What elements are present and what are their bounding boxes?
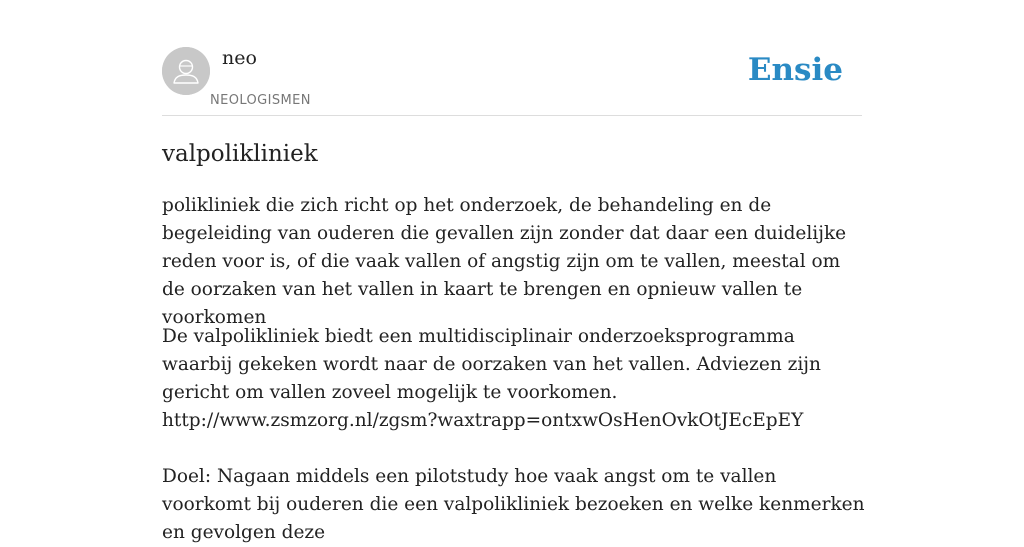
user-avatar-icon xyxy=(162,47,210,95)
example-text xyxy=(162,323,866,547)
category-label[interactable]: NEOLOGISMEN xyxy=(210,93,311,108)
example-paragraph-2: Doel: Nagaan middels een pilotstudy hoe vaak angst om te vallen voorkomt bij ouderen die een valpolikliniek bezoeken en welke kenmerken en gevolgen deze xyxy=(162,466,865,543)
definition-text: polikliniek die zich richt op het onderzoek, de behandeling en de begeleiding van ouderen die gevallen zijn zonder dat daar een duidelijke reden voor is, of die vaak vallen of angstig zijn om te vallen, meestal om de oorzaken van het vallen in kaart te brengen en opnieuw vallen te voorkomen xyxy=(162,195,847,328)
page xyxy=(162,0,865,543)
user-name[interactable]: neo xyxy=(222,47,257,69)
user-avatar[interactable] xyxy=(162,47,210,95)
entry-header xyxy=(162,0,862,116)
ensie-logo[interactable]: Ensie xyxy=(747,52,843,88)
example-paragraph: De valpolikliniek biedt een multidisciplinair onderzoeksprogramma waarbij gekeken wordt naar de oorzaken van het vallen. Adviezen zijn gericht om vallen zoveel mogelijk te voorkomen. xyxy=(162,326,821,403)
paragraph-spacer xyxy=(162,435,866,463)
example-source-url: http://www.zsmzorg.nl/zgsm?waxtrapp=ontxwOsHenOvkOtJEcEpEY xyxy=(162,410,804,431)
word-title: valpolikliniek xyxy=(162,141,318,167)
